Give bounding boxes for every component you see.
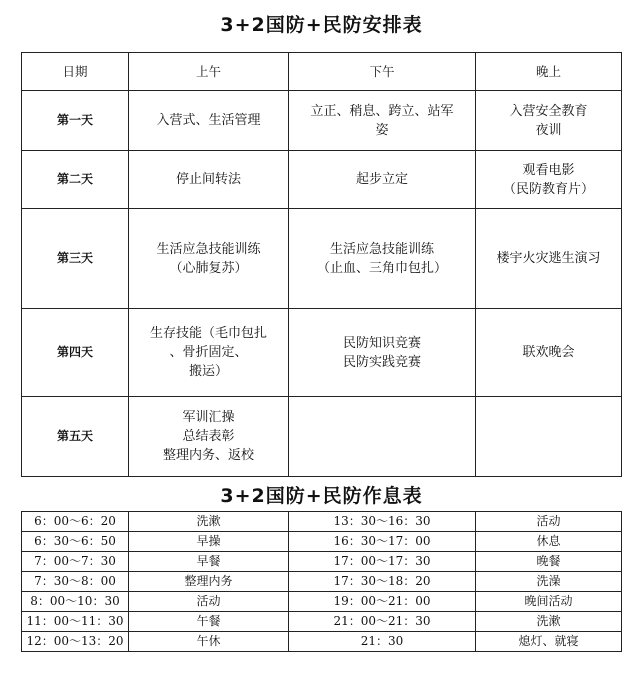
morning-cell bbox=[129, 397, 289, 477]
evening-cell bbox=[476, 151, 622, 209]
afternoon-cell bbox=[289, 209, 476, 309]
cell-line: 夜训 bbox=[535, 122, 562, 138]
evening-cell bbox=[476, 309, 622, 397]
activity-cell: 早餐 bbox=[129, 552, 289, 572]
time-cell: 19：00～21：00 bbox=[289, 592, 476, 612]
activity-cell: 熄灯、就寝 bbox=[476, 632, 622, 652]
timetable-row bbox=[22, 512, 622, 532]
evening-cell bbox=[476, 209, 622, 309]
cell-line: 生活应急技能训练 bbox=[329, 241, 434, 257]
time-cell: 6：00～6：20 bbox=[22, 512, 129, 532]
cell-line: （心肺复苏） bbox=[169, 260, 248, 276]
evening-cell bbox=[476, 397, 622, 477]
schedule-header-cell: 上午 bbox=[129, 53, 289, 91]
evening-cell bbox=[476, 91, 622, 151]
morning-cell bbox=[129, 209, 289, 309]
cell-line: 立正、稍息、跨立、站军 bbox=[310, 103, 454, 119]
schedule-title: 3+2国防+民防安排表 bbox=[220, 14, 423, 36]
cell-line: 观看电影 bbox=[522, 162, 575, 178]
schedule-row bbox=[22, 91, 622, 151]
day-cell: 第三天 bbox=[22, 209, 129, 309]
schedule-row bbox=[22, 397, 622, 477]
time-cell: 8：00～10：30 bbox=[22, 592, 129, 612]
day-cell: 第二天 bbox=[22, 151, 129, 209]
time-cell: 11：00～11：30 bbox=[22, 612, 129, 632]
time-cell: 17：00～17：30 bbox=[289, 552, 476, 572]
time-cell: 16：30～17：00 bbox=[289, 532, 476, 552]
activity-cell: 整理内务 bbox=[129, 572, 289, 592]
schedule-row bbox=[22, 151, 622, 209]
activity-cell: 活动 bbox=[476, 512, 622, 532]
cell-line: 军训汇操 bbox=[182, 410, 235, 425]
cell-line: 联欢晚会 bbox=[522, 345, 575, 360]
schedule-row bbox=[22, 309, 622, 397]
cell-line: 生存技能（毛巾包扎 bbox=[149, 326, 267, 341]
afternoon-cell bbox=[289, 91, 476, 151]
schedule-header-cell: 晚上 bbox=[476, 53, 622, 91]
time-cell: 6：30～6：50 bbox=[22, 532, 129, 552]
cell-line: （民防教育片） bbox=[502, 181, 594, 197]
time-cell: 21：30 bbox=[289, 632, 476, 652]
activity-cell: 洗漱 bbox=[476, 612, 622, 632]
activity-cell: 晚间活动 bbox=[476, 592, 622, 612]
schedule-header-row bbox=[22, 53, 622, 91]
timetable-row bbox=[22, 532, 622, 552]
cell-line: 搬运） bbox=[188, 364, 228, 379]
cell-line: 入营式、生活管理 bbox=[156, 113, 261, 128]
schedule-header-cell: 日期 bbox=[22, 53, 129, 91]
time-cell: 12：00～13：20 bbox=[22, 632, 129, 652]
day-cell: 第四天 bbox=[22, 309, 129, 397]
cell-line: 入营安全教育 bbox=[509, 103, 588, 119]
activity-cell: 午餐 bbox=[129, 612, 289, 632]
cell-line: 民防实践竞赛 bbox=[342, 354, 421, 370]
timetable-table bbox=[21, 511, 622, 652]
activity-cell: 午休 bbox=[129, 632, 289, 652]
cell-line: 生活应急技能训练 bbox=[156, 241, 261, 257]
day-cell: 第一天 bbox=[22, 91, 129, 151]
afternoon-cell bbox=[289, 397, 476, 477]
cell-line: 姿 bbox=[375, 122, 389, 138]
morning-cell bbox=[129, 91, 289, 151]
activity-cell: 活动 bbox=[129, 592, 289, 612]
timetable-row bbox=[22, 612, 622, 632]
cell-line: 民防知识竞赛 bbox=[342, 335, 421, 351]
morning-cell bbox=[129, 309, 289, 397]
timetable-row bbox=[22, 552, 622, 572]
time-cell: 21：00～21：30 bbox=[289, 612, 476, 632]
afternoon-cell bbox=[289, 309, 476, 397]
time-cell: 13：30～16：30 bbox=[289, 512, 476, 532]
cell-line: 停止间转法 bbox=[175, 172, 241, 187]
morning-cell bbox=[129, 151, 289, 209]
schedule-row bbox=[22, 209, 622, 309]
day-cell: 第五天 bbox=[22, 397, 129, 477]
activity-cell: 洗澡 bbox=[476, 572, 622, 592]
activity-cell: 休息 bbox=[476, 532, 622, 552]
schedule-table bbox=[21, 52, 622, 477]
cell-line: （止血、三角巾包扎） bbox=[316, 260, 447, 276]
time-cell: 17：30～18：20 bbox=[289, 572, 476, 592]
timetable-row bbox=[22, 632, 622, 652]
activity-cell: 洗漱 bbox=[129, 512, 289, 532]
cell-line: 整理内务、返校 bbox=[162, 448, 254, 463]
cell-line: 总结表彰 bbox=[182, 429, 235, 444]
afternoon-cell bbox=[289, 151, 476, 209]
timetable-row bbox=[22, 572, 622, 592]
timetable-title: 3+2国防+民防作息表 bbox=[220, 485, 423, 507]
schedule-header-cell: 下午 bbox=[289, 53, 476, 91]
cell-line: 起步立定 bbox=[355, 172, 408, 187]
timetable-row bbox=[22, 592, 622, 612]
cell-line: 楼宇火灾逃生演习 bbox=[496, 251, 601, 266]
activity-cell: 晚餐 bbox=[476, 552, 622, 572]
cell-line: 、骨折固定、 bbox=[169, 345, 248, 360]
time-cell: 7：00～7：30 bbox=[22, 552, 129, 572]
activity-cell: 早操 bbox=[129, 532, 289, 552]
time-cell: 7：30～8：00 bbox=[22, 572, 129, 592]
